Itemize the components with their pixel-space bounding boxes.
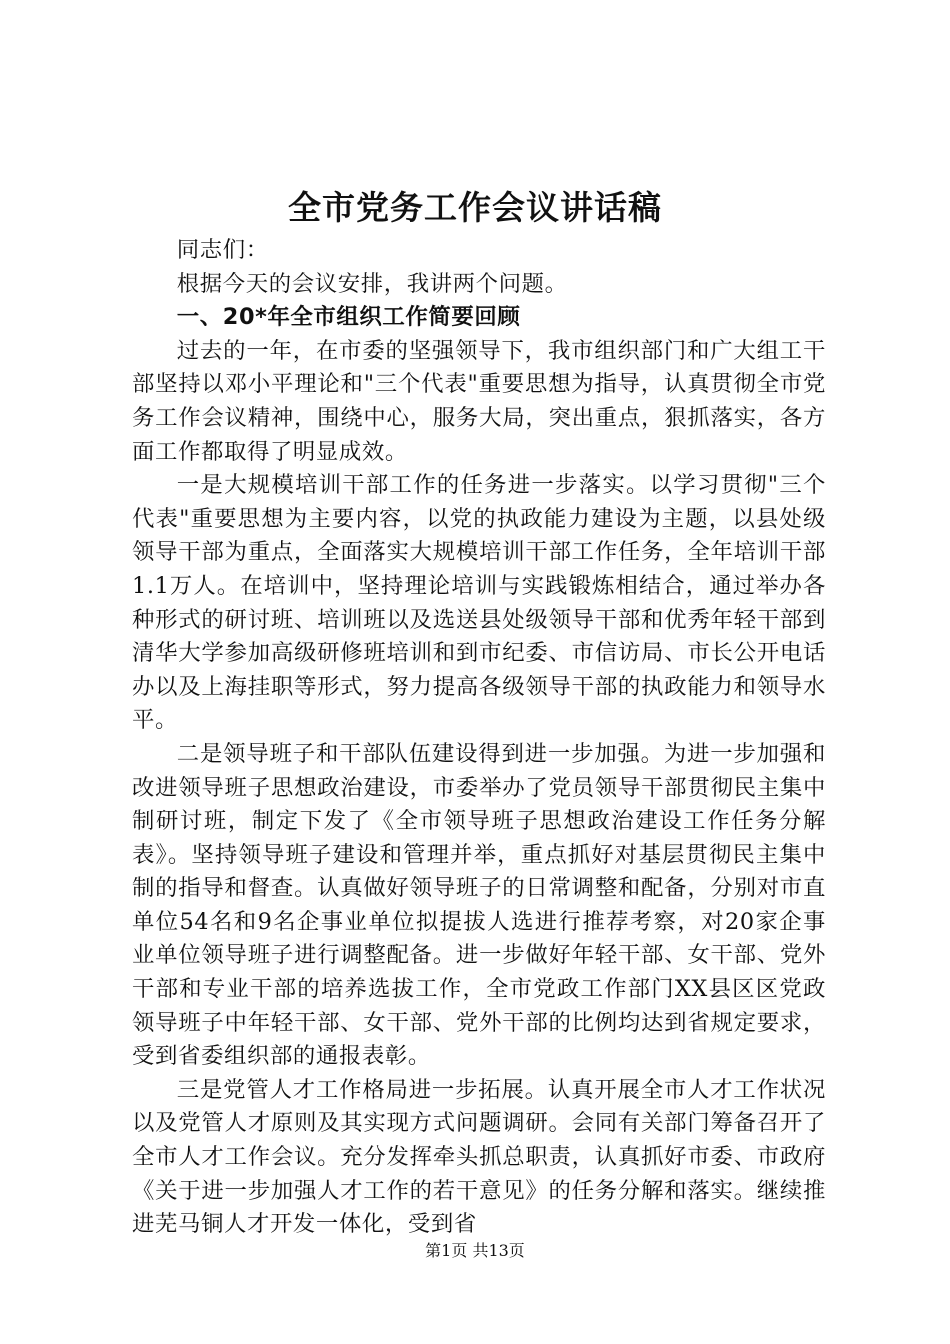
document-title: 全市党务工作会议讲话稿 (288, 188, 662, 227)
intro-paragraph: 根据今天的会议安排，我讲两个问题。 (176, 270, 568, 297)
body-paragraph: 过去的一年，在市委的坚强领导下，我市组织部门和广大组工干部坚持以邓小平理论和"三个代表"重要思想为指导，认真贯彻全市党务工作会议精神，围绕中心，服务大局，突出重点，狠抓落实，各方面工作都取得了明显成效。 (132, 337, 826, 465)
page-number-footer: 第1页 共13页 (425, 1241, 525, 1260)
body-paragraph: 二是领导班子和干部队伍建设得到进一步加强。为进一步加强和改进领导班子思想政治建设，市委举办了党员领导干部贯彻民主集中制研讨班，制定下发了《全市领导班子思想政治建设工作任务分解表》。坚持领导班子建设和管理并举，重点抓好对基层贯彻民主集中制的指导和督查。认真做好领导班子的日常调整和配备，分别对市直单位54名和9名企事业单位拟提拔人选进行推荐考察，对20家企事业单位领导班子进行调整配备。进一步做好年轻干部、女干部、党外干部和专业干部的培养选拔工作，全市党政工作部门XX县区区党政领导班子中年轻干部、女干部、党外干部的比例均达到省规定要求，受到省委组织部的通报表彰。 (132, 740, 826, 1070)
salutation-paragraph: 同志们： (176, 237, 269, 263)
section-heading: 一、20*年全市组织工作简要回顾 (176, 304, 521, 331)
body-paragraph: 一是大规模培训干部工作的任务进一步落实。以学习贯彻"三个代表"重要思想为主要内容，以党的执政能力建设为主题，以县处级领导干部为重点，全面落实大规模培训干部工作任务，全年培训干部1.1万人。在培训中，坚持理论培训与实践锻炼相结合，通过举办各种形式的研讨班、培训班以及选送县处级领导干部和优秀年轻干部到清华大学参加高级研修班培训和到市纪委、市信访局、市长公开电话办以及上海挂职等形式，努力提高各级领导干部的执政能力和领导水平。 (132, 472, 826, 734)
body-paragraph: 三是党管人才工作格局进一步拓展。认真开展全市人才工作状况以及党管人才原则及其实现方式问题调研。会同有关部门筹备召开了全市人才工作会议。充分发挥牵头抓总职责，认真抓好市委、市政府《关于进一步加强人才工作的若干意见》的任务分解和落实。继续推进芜马铜人才开发一体化，受到省 (132, 1076, 826, 1238)
document-body (132, 234, 826, 1242)
